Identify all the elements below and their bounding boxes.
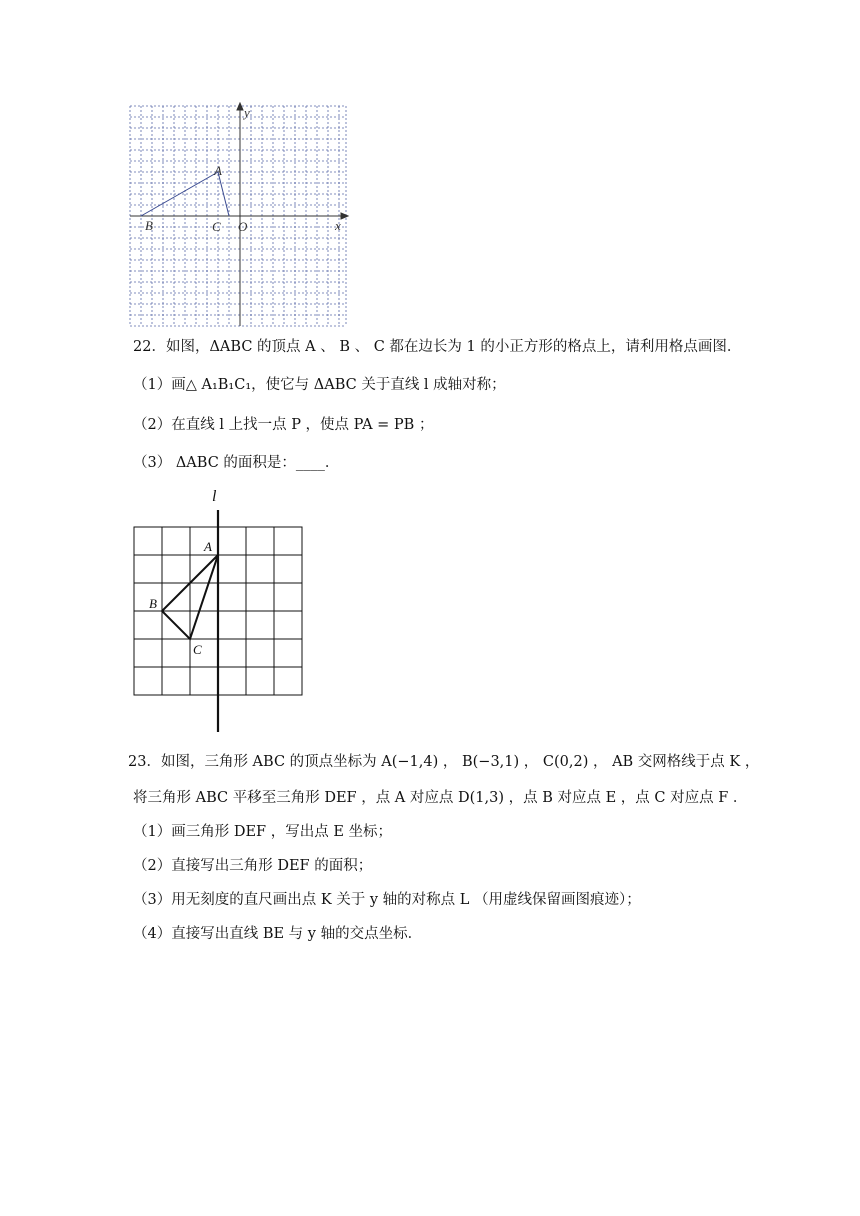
q22-part-1: （1）画△ A₁B₁C₁，使它与 ΔABC 关于直线 l 成轴对称； xyxy=(133,377,506,393)
q22-grid-figure xyxy=(128,484,312,736)
q23-part-3: （3）用无刻度的直尺画出点 K 关于 y 轴的对称点 L （用虚线保留画图痕迹）； xyxy=(133,892,641,908)
q23-part-4: （4）直接写出直线 BE 与 y 轴的交点坐标． xyxy=(133,926,423,942)
label-x: x xyxy=(335,218,341,233)
y-axis-arrow xyxy=(237,103,243,110)
x-axis-arrow xyxy=(341,213,348,219)
label-b: B xyxy=(149,596,157,611)
q23-stem-line-2: 将三角形 ABC 平移至三角形 DEF ，点 A 对应点 D(1,3) ，点 B 对应点 E ，点 C 对应点 F ． xyxy=(133,790,748,806)
label-b: B xyxy=(145,218,153,233)
label-o: O xyxy=(238,219,248,234)
q23-part-1: （1）画三角形 DEF ，写出点 E 坐标； xyxy=(133,824,393,840)
label-l: l xyxy=(212,488,217,505)
label-a: A xyxy=(204,539,212,554)
q22-part-2: （2）在直线 l 上找一点 P ，使点 PA = PB ； xyxy=(133,417,434,433)
q23-part-2: （2）直接写出三角形 DEF 的面积； xyxy=(133,858,373,874)
q22-stem: 22．如图，ΔABC 的顶点 A 、 B 、 C 都在边长为 1 的小正方形的格点上，请利用格点画图． xyxy=(133,339,742,355)
label-c: C xyxy=(193,642,202,657)
label-c: C xyxy=(212,219,221,234)
top-grid-figure xyxy=(126,102,352,330)
q23-stem-line-1: 23．如图，三角形 ABC 的顶点坐标为 A(−1,4) ， B(−3,1) ， C(0,2) ， AB 交网格线于点 K ， xyxy=(128,754,760,770)
label-a: A xyxy=(214,163,222,178)
q22-part-3: （3） ΔABC 的面积是：____． xyxy=(133,455,340,471)
label-y: y xyxy=(244,105,250,120)
